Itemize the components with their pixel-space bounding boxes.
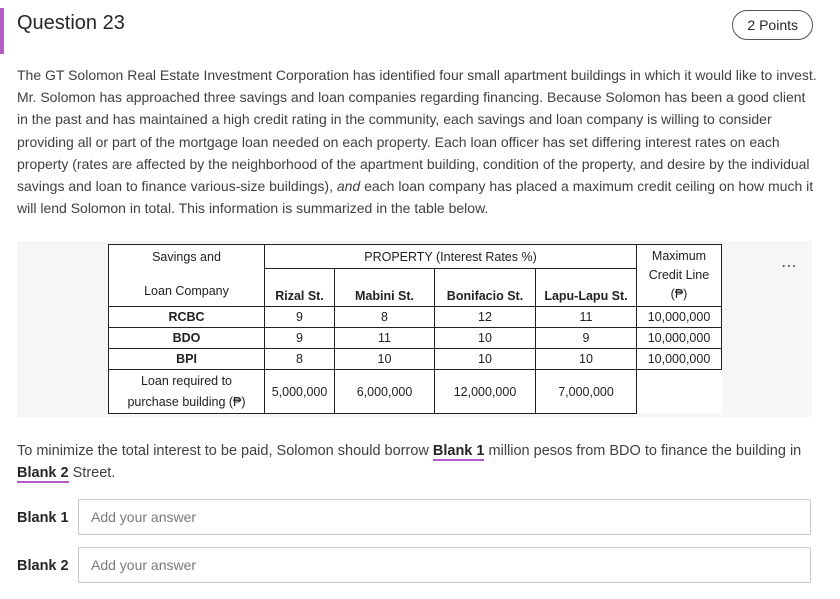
max-credit-cell: 10,000,000	[637, 307, 722, 328]
empty-cell	[637, 370, 722, 414]
table-row	[109, 328, 722, 349]
row-company: BDO	[109, 328, 265, 349]
prompt-part3: Street.	[68, 465, 116, 481]
row-company: BPI	[109, 349, 265, 370]
header-company-top: Savings and	[152, 250, 221, 264]
loan-cell: 5,000,000	[265, 370, 335, 414]
loan-cell: 7,000,000	[536, 370, 637, 414]
col-header-bonifacio: Bonifacio St.	[435, 269, 536, 307]
rate-cell: 10	[435, 328, 536, 349]
col-header-mabini: Mabini St.	[335, 269, 435, 307]
rate-cell: 9	[265, 307, 335, 328]
table-row	[109, 307, 722, 328]
header-company	[109, 245, 265, 307]
body-emphasis: and	[336, 178, 361, 195]
rate-cell: 9	[536, 328, 637, 349]
blank2-input[interactable]	[78, 547, 811, 583]
header-max-line3: (₱)	[670, 287, 688, 301]
header-company-bottom: Loan Company	[144, 284, 229, 298]
rate-cell: 11	[536, 307, 637, 328]
rate-cell: 11	[335, 328, 435, 349]
points-badge: 2 Points	[732, 10, 813, 40]
loan-label-line1: Loan required to	[140, 373, 233, 388]
blank2-label: Blank 2	[17, 558, 69, 574]
rate-cell: 10	[435, 349, 536, 370]
prompt-part2: million pesos from BDO to finance the building in	[484, 443, 802, 459]
rate-cell: 8	[265, 349, 335, 370]
rate-cell: 12	[435, 307, 536, 328]
loan-label-line2: purchase building (₱)	[127, 394, 246, 409]
loan-cell: 6,000,000	[335, 370, 435, 414]
table-row	[109, 349, 722, 370]
body-part2: each loan company has placed a maximum credit ceiling on how much it will lend Solomon in total. This information is summarized in the table below.	[17, 178, 814, 217]
header-max-credit	[637, 245, 722, 307]
prompt-part1: To minimize the total interest to be paid, Solomon should borrow	[17, 443, 433, 459]
question-title: Question 23	[17, 12, 125, 34]
loan-cell: 12,000,000	[435, 370, 536, 414]
rate-cell: 9	[265, 328, 335, 349]
rate-cell: 10	[536, 349, 637, 370]
max-credit-cell: 10,000,000	[637, 349, 722, 370]
col-header-lapulapu: Lapu-Lapu St.	[536, 269, 637, 307]
blank1-label: Blank 1	[17, 510, 69, 526]
question-accent-bar	[0, 8, 4, 54]
table-row	[109, 370, 722, 414]
header-max-line1: Maximum	[651, 249, 707, 263]
more-options-icon[interactable]: ⋯	[781, 258, 798, 275]
question-body	[17, 64, 817, 219]
row-company: RCBC	[109, 307, 265, 328]
header-property: PROPERTY (Interest Rates %)	[265, 245, 637, 269]
blank1-reference: Blank 1	[432, 443, 485, 459]
header-max-line2: Credit Line	[648, 268, 710, 282]
rate-cell: 8	[335, 307, 435, 328]
col-header-rizal: Rizal St.	[265, 269, 335, 307]
rate-cell: 10	[335, 349, 435, 370]
property-table	[108, 244, 722, 414]
body-part1: The GT Solomon Real Estate Investment Corporation has identified four small apartment buildings in which it would like to invest. Mr. Solomon has approached three savings and loan companies regarding financing. Because Solomon has been a good client in the past and has maintained a high credit rating in the community, each savings and loan company is willing to consider providing all or part of the mortgage loan needed on each property. Each loan officer has set differing interest rates on each property (rates are affected by the neighborhood of the apartment building, condition of the property, and desire by the individual savings and loan to finance various-size buildings),	[17, 67, 817, 195]
blank2-reference: Blank 2	[17, 465, 69, 481]
blank-prompt	[17, 440, 817, 484]
loan-required-label	[109, 370, 265, 414]
max-credit-cell: 10,000,000	[637, 328, 722, 349]
blank1-input[interactable]	[78, 499, 811, 535]
